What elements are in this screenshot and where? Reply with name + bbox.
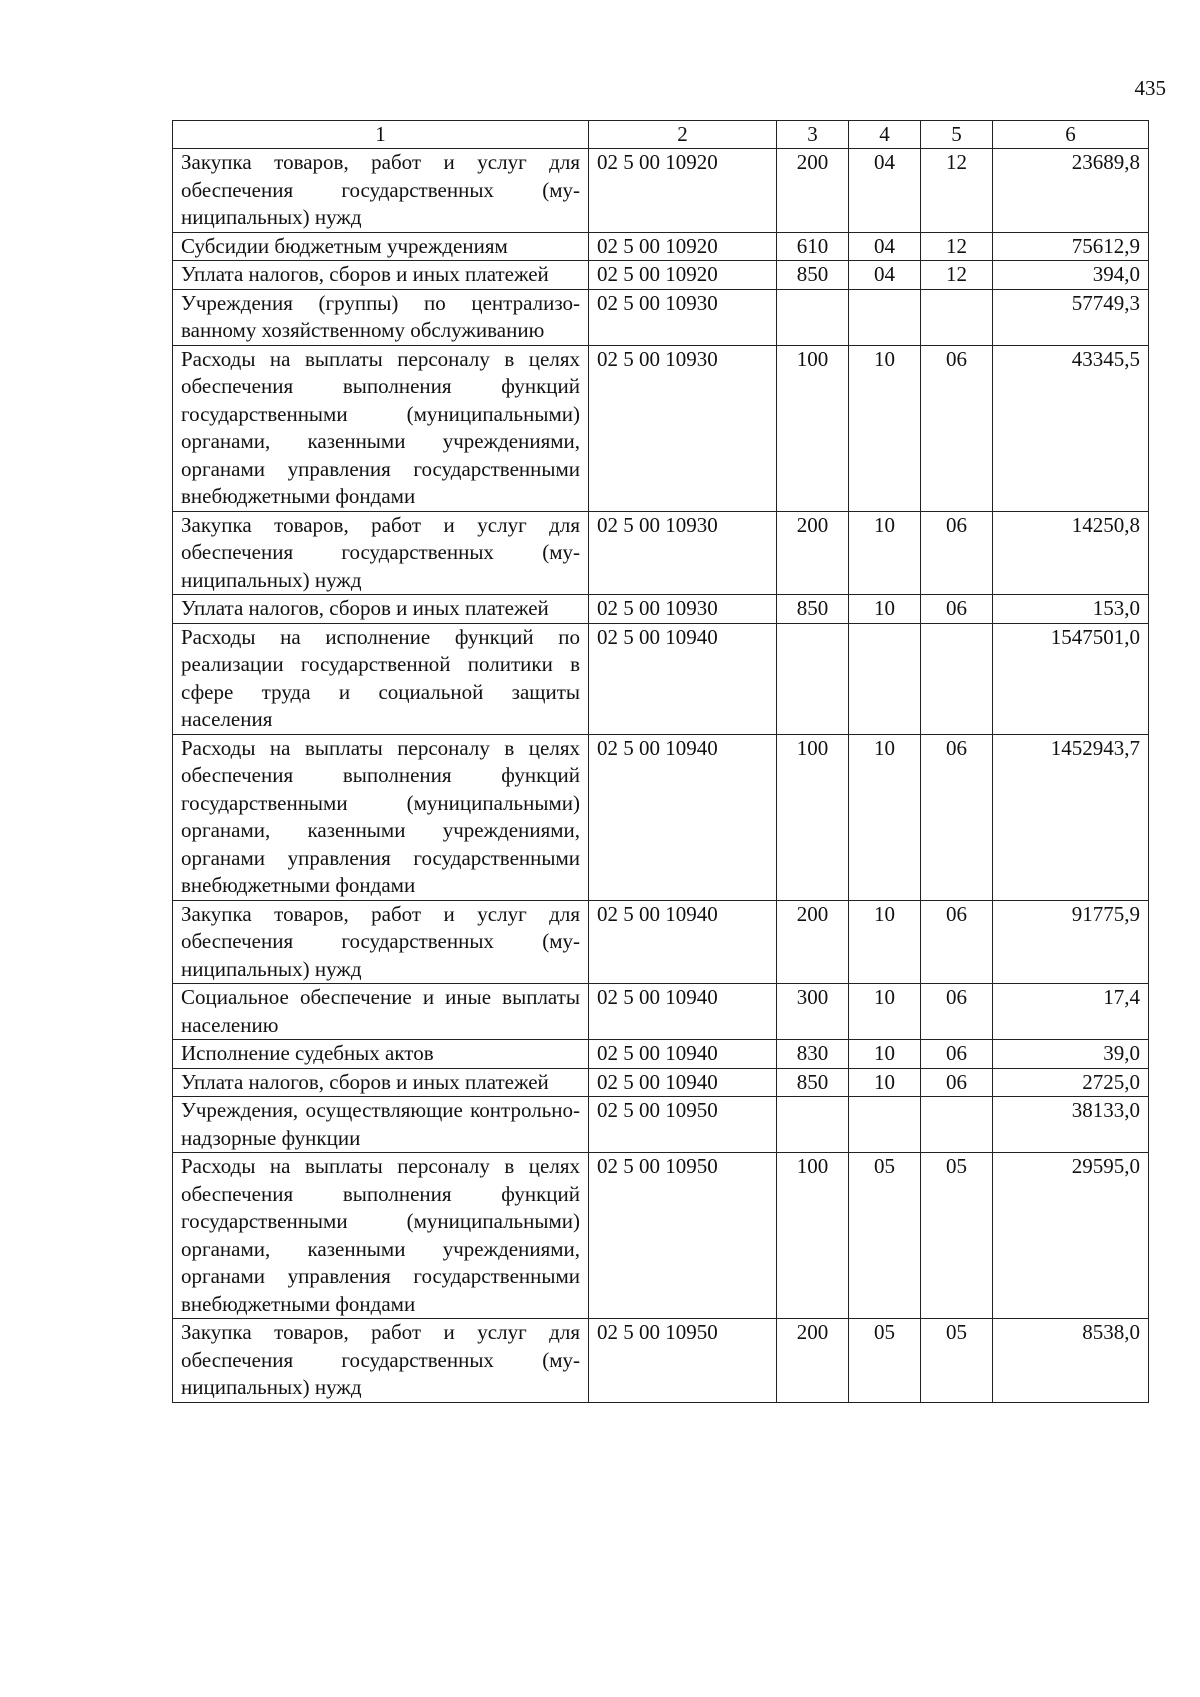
amount-value: 38133,0 [993,1097,1149,1153]
table-row [173,734,1149,900]
expense-type-code: 100 [777,345,849,511]
section-code: 10 [849,1068,921,1097]
expense-type-code: 100 [777,734,849,900]
amount-value: 29595,0 [993,1153,1149,1319]
amount-value: 23689,8 [993,149,1149,233]
expense-type-code [777,289,849,345]
target-article-code: 02 5 00 10930 [589,345,777,511]
section-code [849,289,921,345]
target-article-code: 02 5 00 10930 [589,595,777,624]
amount-value: 8538,0 [993,1319,1149,1403]
header-row [173,121,1149,149]
subsection-code: 06 [921,734,993,900]
amount-value: 153,0 [993,595,1149,624]
expense-description: Учреждения (группы) по централизованному хозяйственному обслуживанию [173,289,589,345]
expense-description: Расходы на исполнение функций по реализации государственной политики в сфере труда и социальной защиты населения [173,623,589,734]
target-article-code: 02 5 00 10950 [589,1097,777,1153]
target-article-code: 02 5 00 10920 [589,232,777,261]
expense-description: Субсидии бюджетным учреждениям [173,232,589,261]
subsection-code [921,1097,993,1153]
expense-description: Расходы на выплаты персоналу в целях обеспечения выполнения функций государственными (муниципальными) органами, казенными учреждениями, органами управления государственными внебюджетными фондами [173,345,589,511]
amount-value: 57749,3 [993,289,1149,345]
section-code: 10 [849,900,921,984]
amount-value: 1452943,7 [993,734,1149,900]
table-row [173,984,1149,1040]
section-code: 10 [849,511,921,595]
expense-description: Закупка товаров, работ и услуг для обеспечения государственных (муниципальных) нужд [173,1319,589,1403]
expense-description: Уплата налогов, сборов и иных платежей [173,595,589,624]
expense-description: Расходы на выплаты персоналу в целях обеспечения выполнения функций государственными (муниципальными) органами, казенными учреждениями, органами управления государственными внебюджетными фондами [173,1153,589,1319]
target-article-code: 02 5 00 10940 [589,984,777,1040]
expense-type-code: 830 [777,1040,849,1069]
section-code: 10 [849,734,921,900]
expense-type-code: 200 [777,511,849,595]
section-code: 05 [849,1319,921,1403]
amount-value: 91775,9 [993,900,1149,984]
target-article-code: 02 5 00 10920 [589,261,777,290]
target-article-code: 02 5 00 10950 [589,1153,777,1319]
column-header-5: 5 [921,121,993,149]
section-code: 04 [849,149,921,233]
table-body [173,149,1149,1403]
subsection-code [921,623,993,734]
expense-type-code: 100 [777,1153,849,1319]
table-row [173,149,1149,233]
section-code: 04 [849,261,921,290]
target-article-code: 02 5 00 10930 [589,289,777,345]
section-code: 10 [849,595,921,624]
amount-value: 394,0 [993,261,1149,290]
amount-value: 39,0 [993,1040,1149,1069]
expense-type-code: 850 [777,261,849,290]
amount-value: 75612,9 [993,232,1149,261]
expense-type-code: 850 [777,595,849,624]
target-article-code: 02 5 00 10930 [589,511,777,595]
expense-description: Закупка товаров, работ и услуг для обеспечения государственных (муниципальных) нужд [173,149,589,233]
expense-type-code [777,1097,849,1153]
subsection-code: 05 [921,1153,993,1319]
subsection-code: 06 [921,900,993,984]
section-code: 10 [849,1040,921,1069]
table-row [173,1319,1149,1403]
expense-type-code: 300 [777,984,849,1040]
table-header [173,121,1149,149]
expense-description: Расходы на выплаты персоналу в целях обеспечения выполнения функций государственными (муниципальными) органами, казенными учреждениями, органами управления государственными внебюджетными фондами [173,734,589,900]
subsection-code [921,289,993,345]
expense-type-code: 200 [777,1319,849,1403]
table-row [173,511,1149,595]
amount-value: 43345,5 [993,345,1149,511]
expense-description: Закупка товаров, работ и услуг для обеспечения государственных (муниципальных) нужд [173,900,589,984]
column-header-4: 4 [849,121,921,149]
section-code: 04 [849,232,921,261]
page-number: 435 [1134,76,1166,100]
target-article-code: 02 5 00 10940 [589,734,777,900]
table-row [173,623,1149,734]
amount-value: 2725,0 [993,1068,1149,1097]
expense-type-code: 850 [777,1068,849,1097]
table-row [173,232,1149,261]
table-row [173,289,1149,345]
column-header-3: 3 [777,121,849,149]
expense-description: Уплата налогов, сборов и иных платежей [173,1068,589,1097]
amount-value: 17,4 [993,984,1149,1040]
table-row [173,261,1149,290]
table-row [173,595,1149,624]
expense-description: Исполнение судебных актов [173,1040,589,1069]
section-code [849,623,921,734]
section-code [849,1097,921,1153]
expense-description: Социальное обеспечение и иные выплаты населению [173,984,589,1040]
amount-value: 1547501,0 [993,623,1149,734]
expense-type-code: 610 [777,232,849,261]
target-article-code: 02 5 00 10950 [589,1319,777,1403]
subsection-code: 05 [921,1319,993,1403]
subsection-code: 06 [921,984,993,1040]
expense-type-code [777,623,849,734]
table-row [173,345,1149,511]
column-header-1: 1 [173,121,589,149]
target-article-code: 02 5 00 10940 [589,1068,777,1097]
table-row [173,1040,1149,1069]
subsection-code: 12 [921,261,993,290]
subsection-code: 06 [921,1040,993,1069]
table-row [173,900,1149,984]
table-row [173,1068,1149,1097]
expense-type-code: 200 [777,900,849,984]
subsection-code: 06 [921,511,993,595]
subsection-code: 06 [921,1068,993,1097]
subsection-code: 06 [921,345,993,511]
target-article-code: 02 5 00 10940 [589,623,777,734]
target-article-code: 02 5 00 10940 [589,900,777,984]
expense-type-code: 200 [777,149,849,233]
expense-description: Учреждения, осуществляющие контрольно-надзорные функции [173,1097,589,1153]
section-code: 05 [849,1153,921,1319]
table-row [173,1097,1149,1153]
table-row [173,1153,1149,1319]
column-header-2: 2 [589,121,777,149]
column-header-6: 6 [993,121,1149,149]
expense-description: Уплата налогов, сборов и иных платежей [173,261,589,290]
subsection-code: 12 [921,149,993,233]
amount-value: 14250,8 [993,511,1149,595]
budget-table [172,120,1149,1403]
subsection-code: 12 [921,232,993,261]
target-article-code: 02 5 00 10940 [589,1040,777,1069]
subsection-code: 06 [921,595,993,624]
section-code: 10 [849,345,921,511]
section-code: 10 [849,984,921,1040]
expense-description: Закупка товаров, работ и услуг для обеспечения государственных (муниципальных) нужд [173,511,589,595]
target-article-code: 02 5 00 10920 [589,149,777,233]
